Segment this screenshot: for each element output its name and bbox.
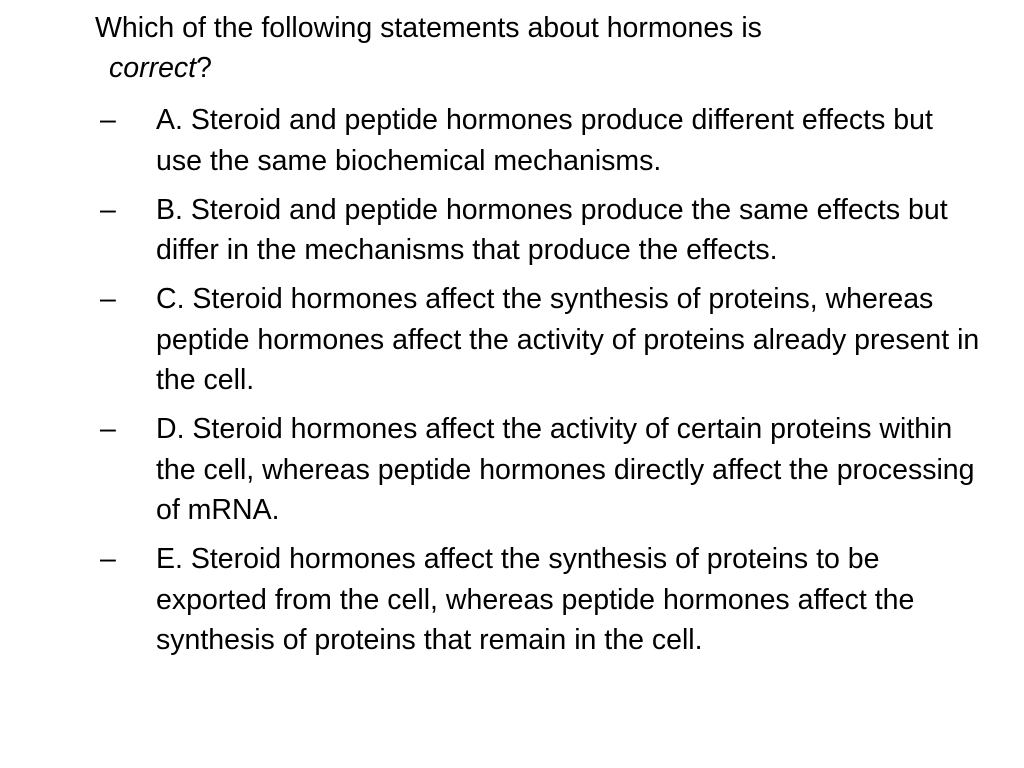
answer-option-e <box>0 539 1024 661</box>
bullet-dash: – <box>100 193 116 226</box>
answer-option-b <box>0 190 1024 271</box>
answer-option-d-text: D. Steroid hormones affect the activity of certain proteins within the cell, whereas peptide hormones directly affect the processing of mRNA. <box>156 413 975 526</box>
answer-option-a-text: A. Steroid and peptide hormones produce different effects but use the same biochemical mechanisms. <box>156 104 933 177</box>
answer-option-c-text: C. Steroid hormones affect the synthesis of proteins, whereas peptide hormones affect the activity of proteins already present in the cell. <box>156 283 980 396</box>
answer-option-d <box>0 409 1024 531</box>
answer-option-a <box>0 100 1024 181</box>
answer-option-e-text: E. Steroid hormones affect the synthesis of proteins to be exported from the cell, whereas peptide hormones affect the synthesis of proteins that remain in the cell. <box>156 543 915 656</box>
question-line-1: Which of the following statements about hormones is <box>95 12 762 44</box>
question-mark: ? <box>196 52 212 84</box>
answer-option-c <box>0 279 1024 401</box>
answer-options-list <box>0 100 1024 669</box>
bullet-dash: – <box>100 543 116 575</box>
question-line-2 <box>95 48 975 88</box>
bullet-dash: – <box>100 283 116 315</box>
question-text <box>95 8 975 88</box>
bullet-dash: – <box>100 413 116 445</box>
question-emphasis-correct: correct <box>109 52 197 84</box>
answer-option-b-text: B. Steroid and peptide hormones produce the same effects but differ in the mechanisms that produce the effects. <box>156 193 948 266</box>
bullet-dash: – <box>100 104 116 136</box>
